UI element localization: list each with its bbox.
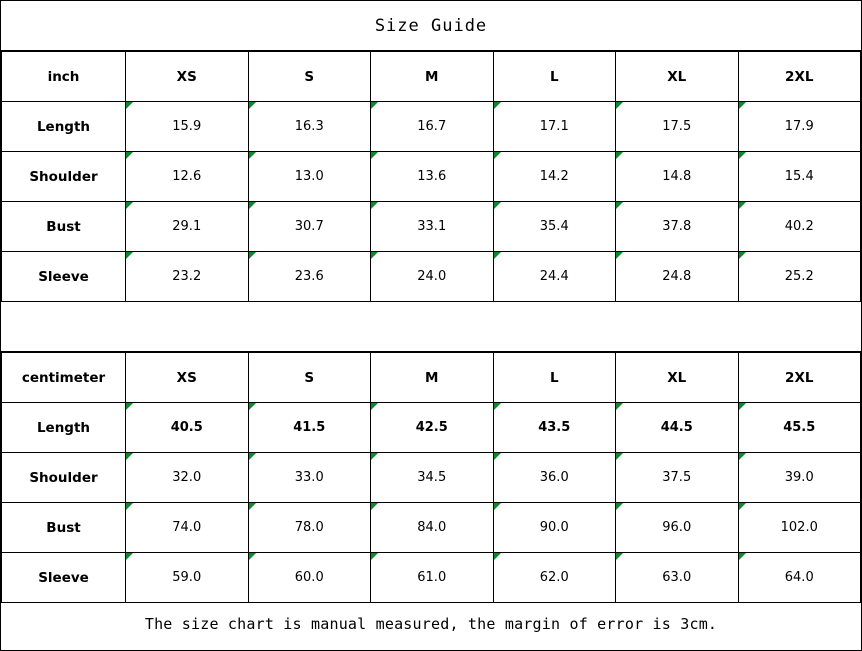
column-header-xs: XS (126, 353, 249, 403)
cell-shoulder-xs: 12.6 (126, 152, 249, 202)
cell-sleeve-s: 23.6 (248, 252, 371, 302)
cell-length-2xl: 45.5 (738, 403, 861, 453)
row-label-bust: Bust (2, 202, 126, 252)
row-label-length: Length (2, 102, 126, 152)
row-label-sleeve: Sleeve (2, 252, 126, 302)
cell-sleeve-xl: 63.0 (616, 553, 739, 603)
column-header-2xl: 2XL (738, 52, 861, 102)
cell-length-m: 42.5 (371, 403, 494, 453)
cell-length-m: 16.7 (371, 102, 494, 152)
cell-length-xl: 17.5 (616, 102, 739, 152)
cell-bust-2xl: 40.2 (738, 202, 861, 252)
cell-sleeve-l: 62.0 (493, 553, 616, 603)
cell-bust-m: 33.1 (371, 202, 494, 252)
cell-bust-s: 30.7 (248, 202, 371, 252)
cell-length-xs: 15.9 (126, 102, 249, 152)
cell-shoulder-xl: 37.5 (616, 453, 739, 503)
cell-length-2xl: 17.9 (738, 102, 861, 152)
cell-length-xs: 40.5 (126, 403, 249, 453)
table-row (2, 152, 861, 202)
centimeter-size-table (1, 352, 861, 603)
page-title: Size Guide (1, 1, 861, 51)
table-row (2, 202, 861, 252)
column-header-l: L (493, 52, 616, 102)
cell-shoulder-s: 33.0 (248, 453, 371, 503)
row-label-shoulder: Shoulder (2, 152, 126, 202)
column-header-2xl: 2XL (738, 353, 861, 403)
inch-table-container (1, 51, 861, 302)
unit-label-inch: inch (2, 52, 126, 102)
table-row (2, 102, 861, 152)
cell-shoulder-2xl: 15.4 (738, 152, 861, 202)
column-header-xl: XL (616, 353, 739, 403)
cell-sleeve-xs: 23.2 (126, 252, 249, 302)
cell-sleeve-m: 24.0 (371, 252, 494, 302)
inch-size-table (1, 51, 861, 302)
table-row (2, 503, 861, 553)
table-row (2, 252, 861, 302)
centimeter-table-container (1, 352, 861, 603)
column-header-l: L (493, 353, 616, 403)
column-header-xs: XS (126, 52, 249, 102)
table-header-row (2, 353, 861, 403)
cell-bust-l: 90.0 (493, 503, 616, 553)
cell-sleeve-s: 60.0 (248, 553, 371, 603)
cell-shoulder-m: 34.5 (371, 453, 494, 503)
measurement-disclaimer: The size chart is manual measured, the margin of error is 3cm. (144, 615, 718, 633)
table-separator (1, 302, 861, 352)
cell-sleeve-xs: 59.0 (126, 553, 249, 603)
column-header-xl: XL (616, 52, 739, 102)
row-label-sleeve: Sleeve (2, 553, 126, 603)
cell-shoulder-s: 13.0 (248, 152, 371, 202)
table-header-row (2, 52, 861, 102)
cell-sleeve-m: 61.0 (371, 553, 494, 603)
row-label-bust: Bust (2, 503, 126, 553)
cell-sleeve-2xl: 64.0 (738, 553, 861, 603)
cell-shoulder-xl: 14.8 (616, 152, 739, 202)
cell-bust-m: 84.0 (371, 503, 494, 553)
column-header-s: S (248, 353, 371, 403)
cell-sleeve-xl: 24.8 (616, 252, 739, 302)
table-row (2, 453, 861, 503)
row-label-length: Length (2, 403, 126, 453)
cell-bust-2xl: 102.0 (738, 503, 861, 553)
table-row (2, 553, 861, 603)
cell-bust-xs: 29.1 (126, 202, 249, 252)
cell-shoulder-m: 13.6 (371, 152, 494, 202)
cell-length-xl: 44.5 (616, 403, 739, 453)
cell-shoulder-l: 14.2 (493, 152, 616, 202)
row-label-shoulder: Shoulder (2, 453, 126, 503)
column-header-m: M (371, 353, 494, 403)
cell-shoulder-xs: 32.0 (126, 453, 249, 503)
column-header-s: S (248, 52, 371, 102)
cell-shoulder-l: 36.0 (493, 453, 616, 503)
cell-sleeve-2xl: 25.2 (738, 252, 861, 302)
cell-length-l: 43.5 (493, 403, 616, 453)
cell-sleeve-l: 24.4 (493, 252, 616, 302)
column-header-m: M (371, 52, 494, 102)
cell-length-s: 16.3 (248, 102, 371, 152)
cell-length-s: 41.5 (248, 403, 371, 453)
cell-length-l: 17.1 (493, 102, 616, 152)
cell-shoulder-2xl: 39.0 (738, 453, 861, 503)
cell-bust-l: 35.4 (493, 202, 616, 252)
unit-label-centimeter: centimeter (2, 353, 126, 403)
table-row (2, 403, 861, 453)
cell-bust-xl: 37.8 (616, 202, 739, 252)
cell-bust-xl: 96.0 (616, 503, 739, 553)
cell-bust-xs: 74.0 (126, 503, 249, 553)
cell-bust-s: 78.0 (248, 503, 371, 553)
